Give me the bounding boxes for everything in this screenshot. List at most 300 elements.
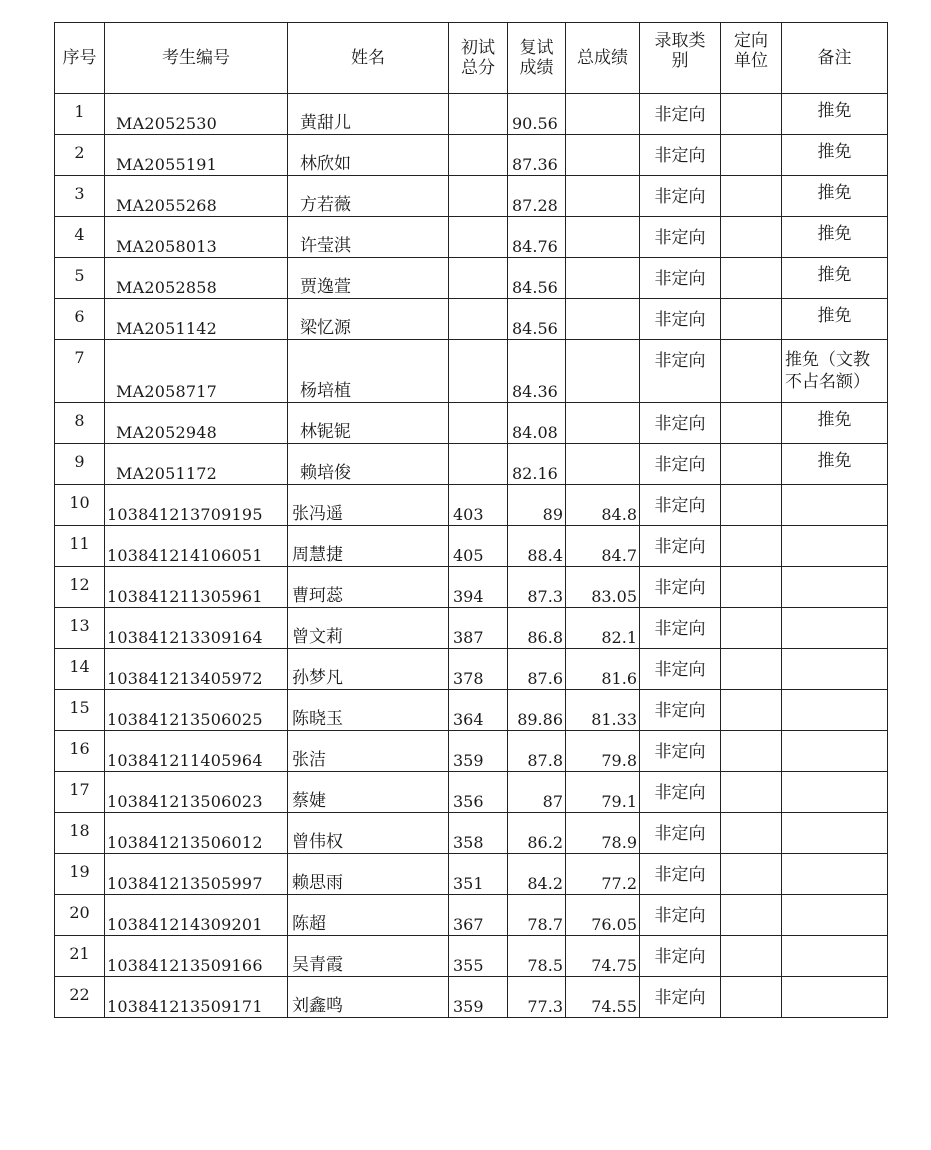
cell-seq-text: 20: [69, 903, 90, 922]
cell-total-score: [566, 936, 640, 977]
cell-retest-score: [508, 690, 566, 731]
cell-admission-type: [640, 690, 721, 731]
cell-total-score: [566, 813, 640, 854]
cell-seq-text: 19: [69, 862, 90, 881]
cell-admission-type: [640, 135, 721, 176]
header-admission-type: 录取类 别: [640, 23, 721, 94]
cell-name-text: 林欣如: [300, 154, 351, 174]
cell-admission-type-text: 非定向: [654, 742, 706, 762]
table-row: [55, 526, 888, 567]
cell-retest-score-text: 87.6: [527, 669, 563, 688]
cell-exam-id-text: 103841213506023: [107, 792, 263, 811]
cell-name: [288, 649, 449, 690]
cell-exam-id-text: MA2055268: [116, 196, 217, 215]
cell-total-score: [566, 690, 640, 731]
cell-name: [288, 772, 449, 813]
cell-remarks-text: 推免（文教 不占名额）: [785, 350, 870, 392]
cell-initial-total-text: 355: [453, 956, 484, 975]
table-row: [55, 94, 888, 135]
cell-initial-total-text: 378: [453, 669, 484, 688]
cell-total-score-text: 84.8: [601, 505, 637, 524]
header-total-score: 总成绩: [566, 23, 640, 94]
cell-exam-id-text: 103841213509171: [107, 997, 263, 1016]
cell-admission-type-text: 非定向: [654, 310, 706, 330]
cell-retest-score-text: 78.5: [527, 956, 563, 975]
cell-retest-score-text: 87.3: [527, 587, 563, 606]
cell-exam-id-text: 103841213509166: [107, 956, 263, 975]
cell-remarks: [782, 977, 888, 1018]
cell-name-text: 赖培俊: [300, 463, 351, 483]
cell-admission-type: [640, 895, 721, 936]
cell-exam-id: [105, 526, 288, 567]
cell-seq: [55, 936, 105, 977]
cell-retest-score: [508, 217, 566, 258]
cell-retest-score-text: 86.2: [527, 833, 563, 852]
cell-initial-total: [449, 649, 508, 690]
cell-name-text: 林铌铌: [300, 422, 351, 442]
cell-name: [288, 485, 449, 526]
cell-remarks: [782, 936, 888, 977]
cell-initial-total: [449, 690, 508, 731]
cell-exam-id-text: MA2058013: [116, 237, 217, 256]
cell-name: [288, 217, 449, 258]
cell-retest-score: [508, 731, 566, 772]
cell-retest-score: [508, 608, 566, 649]
cell-admission-type-text: 非定向: [654, 105, 706, 125]
cell-exam-id-text: 103841213709195: [107, 505, 263, 524]
cell-admission-type: [640, 176, 721, 217]
cell-directed-unit: [721, 135, 782, 176]
cell-initial-total-text: 387: [453, 628, 484, 647]
table-row: [55, 608, 888, 649]
cell-total-score-text: 79.1: [601, 792, 637, 811]
table-row: [55, 936, 888, 977]
cell-admission-type-text: 非定向: [654, 537, 706, 557]
cell-total-score: [566, 485, 640, 526]
cell-remarks: [782, 813, 888, 854]
cell-seq-text: 15: [69, 698, 90, 717]
cell-retest-score: [508, 895, 566, 936]
cell-admission-type-text: 非定向: [654, 187, 706, 207]
cell-directed-unit: [721, 299, 782, 340]
cell-seq-text: 6: [74, 307, 85, 326]
cell-exam-id: [105, 485, 288, 526]
cell-remarks-text: 推免: [817, 142, 852, 162]
cell-name-text: 刘鑫鸣: [292, 996, 343, 1016]
cell-total-score: [566, 772, 640, 813]
cell-name: [288, 731, 449, 772]
cell-name-text: 方若薇: [300, 195, 351, 215]
table-row: [55, 649, 888, 690]
cell-exam-id: [105, 258, 288, 299]
cell-seq-text: 7: [74, 348, 85, 367]
cell-initial-total: [449, 567, 508, 608]
cell-directed-unit: [721, 258, 782, 299]
cell-admission-type-text: 非定向: [654, 660, 706, 680]
cell-exam-id-text: 103841213506025: [107, 710, 263, 729]
cell-total-score: [566, 649, 640, 690]
cell-directed-unit: [721, 94, 782, 135]
header-seq: 序号: [55, 23, 105, 94]
cell-name: [288, 977, 449, 1018]
cell-exam-id: [105, 813, 288, 854]
cell-admission-type: [640, 608, 721, 649]
cell-name: [288, 895, 449, 936]
cell-retest-score: [508, 977, 566, 1018]
cell-exam-id-text: 103841214309201: [107, 915, 263, 934]
cell-name: [288, 135, 449, 176]
cell-admission-type-text: 非定向: [654, 865, 706, 885]
cell-initial-total: [449, 608, 508, 649]
cell-seq-text: 13: [69, 616, 90, 635]
cell-admission-type-text: 非定向: [654, 578, 706, 598]
cell-retest-score-text: 84.2: [527, 874, 563, 893]
cell-retest-score-text: 84.56: [512, 278, 558, 297]
cell-seq: [55, 977, 105, 1018]
cell-exam-id-text: MA2051172: [116, 464, 217, 483]
cell-total-score: [566, 608, 640, 649]
cell-initial-total: [449, 895, 508, 936]
cell-initial-total: [449, 299, 508, 340]
cell-retest-score-text: 87.28: [512, 196, 558, 215]
cell-directed-unit: [721, 977, 782, 1018]
cell-exam-id-text: 103841213405972: [107, 669, 263, 688]
cell-directed-unit: [721, 690, 782, 731]
cell-admission-type-text: 非定向: [654, 619, 706, 639]
cell-name-text: 张冯遥: [292, 504, 343, 524]
table-body: [55, 94, 888, 1018]
cell-retest-score: [508, 176, 566, 217]
cell-initial-total: [449, 135, 508, 176]
cell-retest-score: [508, 649, 566, 690]
table-row: [55, 403, 888, 444]
cell-seq: [55, 772, 105, 813]
cell-seq-text: 16: [69, 739, 90, 758]
cell-exam-id: [105, 731, 288, 772]
cell-name-text: 周慧捷: [292, 545, 343, 565]
admission-results-table: [54, 22, 888, 1018]
cell-admission-type-text: 非定向: [654, 414, 706, 434]
cell-retest-score: [508, 854, 566, 895]
cell-initial-total: [449, 485, 508, 526]
cell-exam-id-text: 103841213309164: [107, 628, 263, 647]
cell-seq: [55, 94, 105, 135]
cell-retest-score-text: 77.3: [527, 997, 563, 1016]
cell-seq-text: 21: [69, 944, 90, 963]
cell-total-score: [566, 526, 640, 567]
cell-total-score-text: 78.9: [601, 833, 637, 852]
cell-total-score: [566, 340, 640, 403]
cell-exam-id-text: MA2052948: [116, 423, 217, 442]
cell-retest-score-text: 89.86: [517, 710, 563, 729]
cell-seq: [55, 403, 105, 444]
cell-retest-score-text: 86.8: [527, 628, 563, 647]
table-row: [55, 176, 888, 217]
cell-remarks: [782, 567, 888, 608]
cell-exam-id: [105, 299, 288, 340]
cell-admission-type-text: 非定向: [654, 701, 706, 721]
cell-seq-text: 8: [74, 411, 85, 430]
cell-total-score: [566, 567, 640, 608]
header-directed-unit: 定向 单位: [721, 23, 782, 94]
cell-seq: [55, 895, 105, 936]
cell-total-score: [566, 176, 640, 217]
cell-exam-id: [105, 135, 288, 176]
cell-remarks: [782, 94, 888, 135]
cell-admission-type-text: 非定向: [654, 988, 706, 1008]
cell-retest-score: [508, 135, 566, 176]
table-row: [55, 340, 888, 403]
cell-remarks: [782, 340, 888, 403]
cell-total-score-text: 82.1: [601, 628, 637, 647]
cell-directed-unit: [721, 895, 782, 936]
cell-total-score: [566, 977, 640, 1018]
cell-seq: [55, 340, 105, 403]
cell-seq-text: 18: [69, 821, 90, 840]
table-row: [55, 217, 888, 258]
cell-name-text: 张洁: [292, 750, 326, 770]
cell-admission-type-text: 非定向: [654, 455, 706, 475]
cell-exam-id: [105, 94, 288, 135]
cell-retest-score-text: 84.56: [512, 319, 558, 338]
cell-remarks-text: 推免: [817, 410, 852, 430]
cell-total-score-text: 81.6: [601, 669, 637, 688]
cell-retest-score-text: 84.36: [512, 382, 558, 401]
cell-initial-total-text: 403: [453, 505, 484, 524]
cell-exam-id: [105, 608, 288, 649]
cell-retest-score: [508, 258, 566, 299]
cell-name: [288, 608, 449, 649]
cell-admission-type: [640, 403, 721, 444]
cell-admission-type: [640, 299, 721, 340]
cell-retest-score: [508, 94, 566, 135]
cell-remarks: [782, 217, 888, 258]
table-row: [55, 299, 888, 340]
table-row: [55, 731, 888, 772]
cell-initial-total-text: 394: [453, 587, 484, 606]
cell-total-score-text: 74.55: [591, 997, 637, 1016]
cell-seq-text: 22: [69, 985, 90, 1004]
cell-directed-unit: [721, 936, 782, 977]
cell-exam-id: [105, 649, 288, 690]
cell-name-text: 贾逸萱: [300, 277, 351, 297]
cell-name: [288, 299, 449, 340]
header-name: 姓名: [288, 23, 449, 94]
cell-initial-total-text: 364: [453, 710, 484, 729]
cell-seq: [55, 176, 105, 217]
cell-exam-id-text: MA2052530: [116, 114, 217, 133]
cell-seq-text: 9: [74, 452, 85, 471]
cell-retest-score: [508, 567, 566, 608]
cell-name: [288, 94, 449, 135]
cell-admission-type-text: 非定向: [654, 351, 706, 371]
cell-admission-type-text: 非定向: [654, 228, 706, 248]
cell-name: [288, 854, 449, 895]
cell-remarks: [782, 690, 888, 731]
cell-initial-total: [449, 526, 508, 567]
cell-name-text: 孙梦凡: [292, 668, 343, 688]
cell-seq: [55, 813, 105, 854]
cell-retest-score-text: 87: [542, 792, 563, 811]
cell-exam-id-text: 103841213506012: [107, 833, 263, 852]
cell-name: [288, 258, 449, 299]
cell-directed-unit: [721, 403, 782, 444]
cell-initial-total: [449, 176, 508, 217]
cell-retest-score: [508, 299, 566, 340]
cell-total-score-text: 81.33: [591, 710, 637, 729]
cell-initial-total-text: 351: [453, 874, 484, 893]
cell-seq: [55, 690, 105, 731]
cell-exam-id-text: 103841213505997: [107, 874, 263, 893]
cell-initial-total: [449, 94, 508, 135]
cell-admission-type-text: 非定向: [654, 146, 706, 166]
cell-initial-total: [449, 731, 508, 772]
cell-name-text: 杨培植: [300, 381, 351, 401]
cell-admission-type: [640, 258, 721, 299]
cell-remarks: [782, 176, 888, 217]
cell-exam-id: [105, 936, 288, 977]
table-row: [55, 567, 888, 608]
cell-retest-score: [508, 340, 566, 403]
cell-admission-type: [640, 977, 721, 1018]
cell-seq-text: 11: [69, 534, 90, 553]
cell-remarks: [782, 444, 888, 485]
table-row: [55, 772, 888, 813]
cell-remarks: [782, 485, 888, 526]
cell-total-score: [566, 854, 640, 895]
cell-remarks: [782, 299, 888, 340]
cell-seq: [55, 217, 105, 258]
cell-initial-total-text: 359: [453, 751, 484, 770]
cell-total-score-text: 76.05: [591, 915, 637, 934]
cell-exam-id: [105, 217, 288, 258]
table-row: [55, 977, 888, 1018]
cell-retest-score-text: 87.36: [512, 155, 558, 174]
cell-seq-text: 14: [69, 657, 90, 676]
cell-exam-id: [105, 340, 288, 403]
cell-initial-total-text: 359: [453, 997, 484, 1016]
cell-name-text: 陈晓玉: [292, 709, 343, 729]
cell-name: [288, 567, 449, 608]
cell-admission-type: [640, 526, 721, 567]
cell-exam-id-text: MA2055191: [116, 155, 217, 174]
cell-seq: [55, 258, 105, 299]
cell-total-score: [566, 403, 640, 444]
cell-directed-unit: [721, 731, 782, 772]
cell-initial-total: [449, 217, 508, 258]
cell-total-score: [566, 895, 640, 936]
cell-directed-unit: [721, 854, 782, 895]
cell-total-score-text: 79.8: [601, 751, 637, 770]
cell-admission-type: [640, 813, 721, 854]
cell-initial-total-text: 405: [453, 546, 484, 565]
cell-initial-total: [449, 444, 508, 485]
cell-seq-text: 4: [74, 225, 85, 244]
cell-total-score: [566, 444, 640, 485]
cell-seq: [55, 444, 105, 485]
cell-name-text: 蔡婕: [292, 791, 326, 811]
cell-directed-unit: [721, 813, 782, 854]
cell-admission-type: [640, 567, 721, 608]
cell-initial-total: [449, 258, 508, 299]
cell-admission-type-text: 非定向: [654, 783, 706, 803]
cell-retest-score: [508, 936, 566, 977]
cell-directed-unit: [721, 649, 782, 690]
cell-remarks: [782, 258, 888, 299]
table-row: [55, 485, 888, 526]
cell-exam-id-text: MA2051142: [116, 319, 217, 338]
cell-exam-id: [105, 772, 288, 813]
cell-remarks: [782, 895, 888, 936]
cell-name-text: 黄甜儿: [300, 113, 351, 133]
cell-directed-unit: [721, 176, 782, 217]
cell-remarks: [782, 731, 888, 772]
cell-initial-total: [449, 340, 508, 403]
cell-exam-id: [105, 977, 288, 1018]
cell-name-text: 曾文莉: [292, 627, 343, 647]
cell-admission-type: [640, 936, 721, 977]
cell-total-score: [566, 299, 640, 340]
cell-exam-id-text: 103841211305961: [107, 587, 263, 606]
cell-total-score: [566, 94, 640, 135]
cell-initial-total: [449, 977, 508, 1018]
header-row: [55, 23, 888, 94]
cell-name-text: 陈超: [292, 914, 326, 934]
cell-exam-id: [105, 854, 288, 895]
cell-initial-total: [449, 772, 508, 813]
cell-directed-unit: [721, 567, 782, 608]
cell-remarks: [782, 403, 888, 444]
cell-admission-type: [640, 649, 721, 690]
cell-seq: [55, 567, 105, 608]
cell-seq-text: 1: [74, 102, 85, 121]
header-retest-score: 复试 成绩: [508, 23, 566, 94]
cell-seq: [55, 299, 105, 340]
cell-remarks-text: 推免: [817, 451, 852, 471]
cell-name-text: 吴青霞: [292, 955, 343, 975]
cell-admission-type-text: 非定向: [654, 269, 706, 289]
cell-remarks-text: 推免: [817, 183, 852, 203]
cell-name-text: 曾伟权: [292, 832, 343, 852]
cell-seq: [55, 526, 105, 567]
cell-admission-type: [640, 772, 721, 813]
cell-total-score-text: 83.05: [591, 587, 637, 606]
cell-admission-type: [640, 94, 721, 135]
cell-admission-type: [640, 731, 721, 772]
cell-admission-type: [640, 217, 721, 258]
cell-exam-id: [105, 895, 288, 936]
cell-seq: [55, 608, 105, 649]
cell-admission-type-text: 非定向: [654, 947, 706, 967]
cell-remarks: [782, 772, 888, 813]
cell-exam-id: [105, 690, 288, 731]
cell-admission-type-text: 非定向: [654, 906, 706, 926]
cell-directed-unit: [721, 526, 782, 567]
cell-name: [288, 444, 449, 485]
cell-directed-unit: [721, 485, 782, 526]
cell-name: [288, 690, 449, 731]
cell-exam-id: [105, 444, 288, 485]
table-row: [55, 854, 888, 895]
cell-total-score-text: 84.7: [601, 546, 637, 565]
table-row: [55, 444, 888, 485]
cell-remarks: [782, 135, 888, 176]
cell-seq: [55, 854, 105, 895]
cell-name-text: 梁忆源: [300, 318, 351, 338]
cell-retest-score-text: 89: [542, 505, 563, 524]
cell-seq-text: 10: [69, 493, 90, 512]
cell-seq: [55, 731, 105, 772]
